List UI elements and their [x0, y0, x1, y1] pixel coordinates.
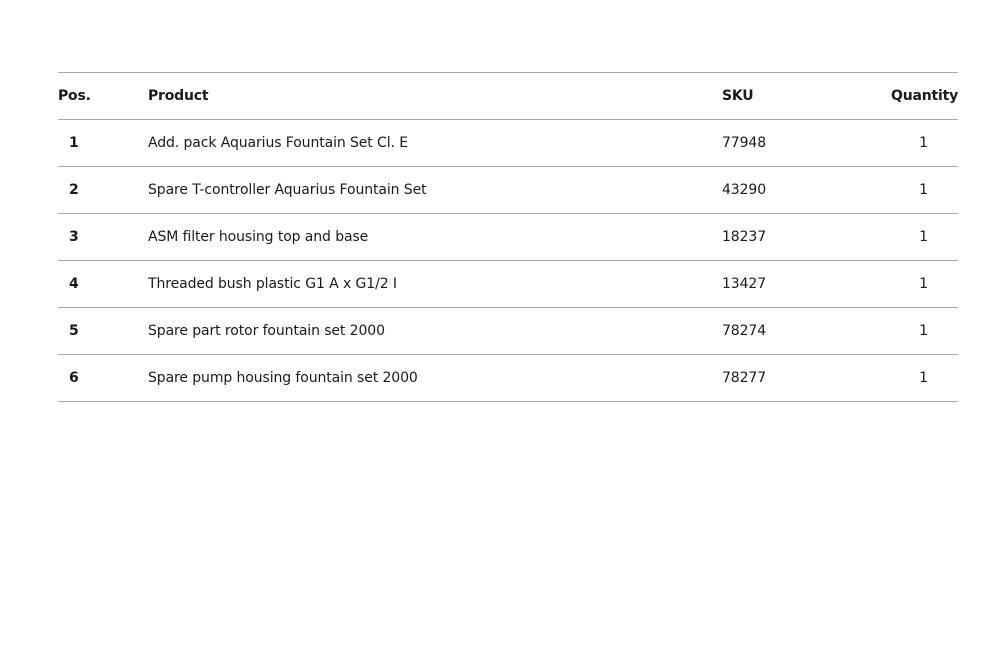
header-pos: Pos. [58, 73, 148, 120]
row-product: Threaded bush plastic G1 A x G1/2 I [148, 261, 722, 308]
row-quantity: 1 [852, 308, 958, 355]
table-body [58, 120, 958, 402]
header-row [58, 73, 958, 120]
row-quantity: 1 [852, 214, 958, 261]
table-row [58, 214, 958, 261]
header-product: Product [148, 73, 722, 120]
row-sku: 78274 [722, 308, 852, 355]
row-quantity: 1 [852, 261, 958, 308]
row-sku: 13427 [722, 261, 852, 308]
table-row [58, 355, 958, 402]
row-product: Spare T-controller Aquarius Fountain Set [148, 167, 722, 214]
row-quantity: 1 [852, 355, 958, 402]
row-pos: 1 [58, 120, 148, 167]
row-sku: 77948 [722, 120, 852, 167]
row-product: Add. pack Aquarius Fountain Set Cl. E [148, 120, 722, 167]
row-product: Spare pump housing fountain set 2000 [148, 355, 722, 402]
row-pos: 2 [58, 167, 148, 214]
header-sku: SKU [722, 73, 852, 120]
row-sku: 78277 [722, 355, 852, 402]
table-row [58, 167, 958, 214]
row-pos: 4 [58, 261, 148, 308]
table-row [58, 261, 958, 308]
row-sku: 43290 [722, 167, 852, 214]
row-sku: 18237 [722, 214, 852, 261]
table-header [58, 73, 958, 120]
row-quantity: 1 [852, 120, 958, 167]
row-quantity: 1 [852, 167, 958, 214]
table-row [58, 120, 958, 167]
row-pos: 5 [58, 308, 148, 355]
row-product: ASM filter housing top and base [148, 214, 722, 261]
table-row [58, 308, 958, 355]
row-product: Spare part rotor fountain set 2000 [148, 308, 722, 355]
header-quantity: Quantity [852, 73, 958, 120]
row-pos: 3 [58, 214, 148, 261]
spare-parts-table [58, 72, 958, 402]
row-pos: 6 [58, 355, 148, 402]
